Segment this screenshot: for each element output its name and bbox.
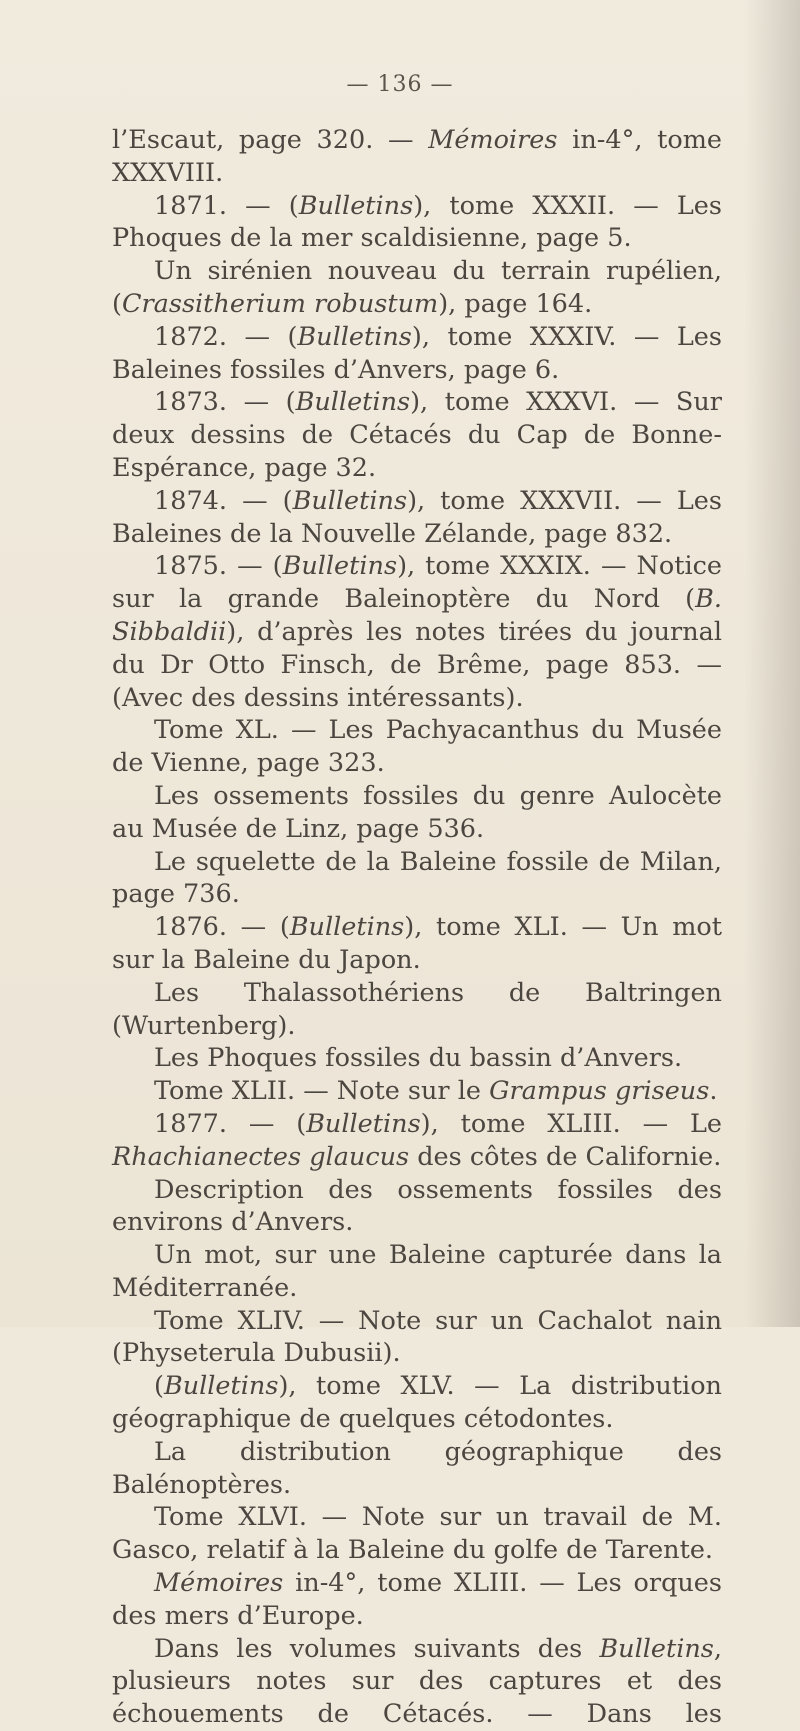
text-run: ( [154,1371,164,1402]
paragraph [112,124,722,190]
paragraph [112,1042,722,1075]
paragraph [112,911,722,977]
text-run: Les Thalassothériens de Baltringen (Wurtenberg). [112,977,722,1041]
paragraph [112,780,722,846]
italic-text: Bulletins [163,1371,279,1402]
paragraph [112,1075,722,1108]
paragraph [112,1305,722,1371]
paragraph [112,846,722,912]
text-run: l’Escaut, page 320. — [112,125,429,155]
text-run: Dans les volumes suivants des [154,1633,600,1664]
paragraph [112,1633,722,1731]
text-run: ), tome XLI. — Un mot sur la Baleine du Japon. [112,912,722,975]
paragraph [112,1436,722,1502]
text-run: des côtes de Californie. [409,1141,722,1172]
italic-text: Mémoires [428,125,558,155]
text-run: Tome XL. — Les Pachyacanthus du Musée de Vienne, page 323. [112,715,722,779]
text-run: ), tome XXXIV. — Les Baleines fossiles d’Anvers, page 6. [112,321,722,385]
paragraph [112,255,722,321]
text-run: in-4°, tome XXXVIII. [112,125,722,188]
text-run: 1874. — ( [154,485,293,516]
text-run: Un sirénien nouveau du terrain rupélien, ( [112,256,722,319]
body-text [112,124,722,1731]
paragraph [112,714,722,780]
paragraph [112,550,722,714]
text-run: Tome XLII. — Note sur le [154,1076,490,1107]
text-run: ), tome XXXVII. — Les Baleines de la Nouvelle Zélande, page 832. [112,485,722,549]
italic-text: Rhachianectes glaucus [112,1141,410,1172]
paragraph [112,485,722,551]
italic-text: Crassitherium robustum [121,288,439,319]
paragraph [112,190,722,256]
italic-text: Bulletins [289,912,405,943]
text-run: . [709,1076,718,1107]
paragraph [112,1239,722,1305]
text-run: , plusieurs notes sur des captures et des échouements de Cétacés. — Dans les [112,1633,722,1730]
text-run: ), tome XXXVI. — Sur deux dessins de Cétacés du Cap de Bonne-Espérance, page 32. [112,387,722,483]
italic-text: B. Sibbaldii [112,584,722,647]
text-run: in-4°, tome XLIII. — Les orques des mers d’Europe. [112,1568,722,1631]
text-run: 1876. — ( [154,912,290,943]
text-run: La distribution géographique des Balénoptères. [112,1436,722,1500]
text-run: ), tome XXXII. — Les Phoques de la mer scaldisienne, page 5. [112,190,722,254]
paragraph [112,1370,722,1436]
text-run: 1875. — ( [154,551,283,582]
page-number: — 136 — [346,72,454,97]
italic-text: Bulletins [282,551,398,582]
italic-text: Grampus griseus [489,1076,710,1107]
italic-text: Bulletins [297,321,412,352]
text-run: ), tome XLIII. — Le [420,1108,722,1139]
text-run: Tome XLVI. — Note sur un travail de M. Gasco, relatif à la Baleine du golfe de Tarente. [112,1502,722,1566]
text-run: Description des ossements fossiles des environs d’Anvers. [112,1174,722,1238]
text-run: 1871. — ( [154,190,299,221]
paragraph [112,1501,722,1567]
paragraph [112,1108,722,1174]
paragraph [112,321,722,387]
paragraph [112,386,722,484]
italic-text: Bulletins [298,190,414,221]
text-run: 1872. — ( [154,321,298,352]
paragraph [112,1567,722,1633]
text-run: ), d’après les notes tirées du journal du Dr Otto Finsch, de Brême, page 853. — (Avec des dessins intéressants). [112,616,722,713]
paragraph [112,1174,722,1240]
text-run: Tome XLIV. — Note sur un Cachalot nain (Physeterula Dubusii). [112,1305,722,1369]
text-run: Un mot, sur une Baleine capturée dans la Méditerranée. [112,1240,722,1303]
italic-text: Bulletins [599,1633,714,1664]
italic-text: Mémoires [154,1568,284,1599]
italic-text: Bulletins [295,387,411,418]
italic-text: Bulletins [292,485,408,516]
text-run: 1877. — ( [154,1108,307,1139]
text-run: Le squelette de la Baleine fossile de Milan, page 736. [112,846,722,910]
text-run: ), page 164. [438,288,593,319]
text-run: Les ossements fossiles du genre Aulocète au Musée de Linz, page 536. [112,780,722,844]
text-run: Les Phoques fossiles du bassin d’Anvers. [154,1043,683,1074]
text-run: ), tome XXXIX. — Notice sur la grande Baleinoptère du Nord ( [112,551,722,615]
paragraph [112,977,722,1043]
text-run: 1873. — ( [154,387,296,418]
italic-text: Bulletins [306,1108,421,1139]
text-run: ), tome XLV. — La distribution géographique de quelques cétodontes. [112,1371,722,1435]
